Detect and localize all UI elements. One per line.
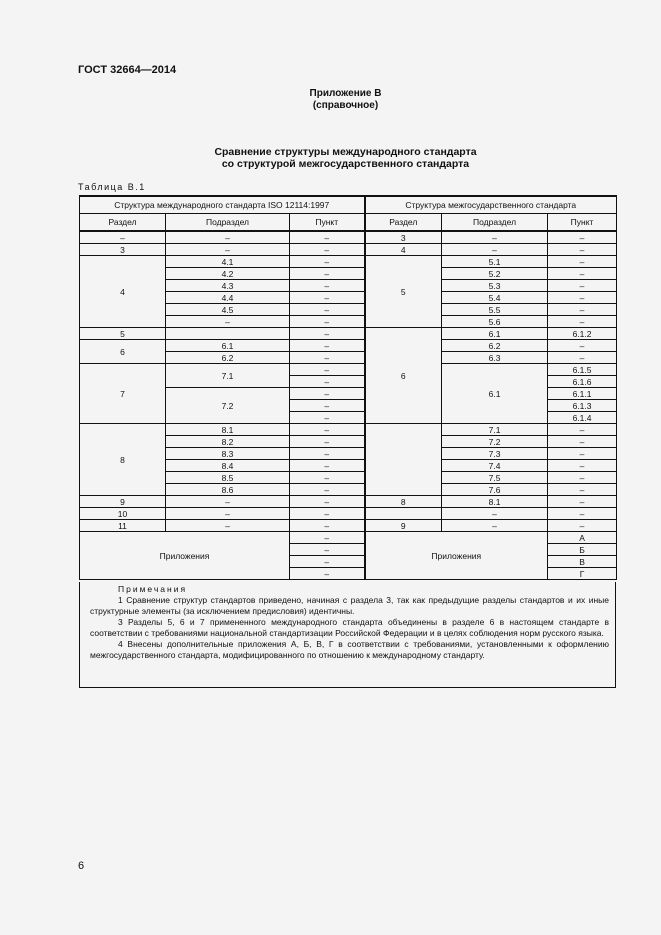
table-cell: 6.1.6 — [548, 376, 617, 388]
table-cell: – — [290, 292, 365, 304]
table-cell: 4 — [80, 256, 166, 328]
table-cell: – — [166, 520, 290, 532]
table-cell: – — [548, 304, 617, 316]
table-row — [80, 520, 617, 532]
table-cell: – — [166, 316, 290, 328]
table-cell: – — [290, 508, 365, 520]
table-cell: 6.1.4 — [548, 412, 617, 424]
table-cell: – — [290, 352, 365, 364]
table-cell: 8.3 — [166, 448, 290, 460]
table-cell — [365, 424, 442, 496]
table-cell: – — [290, 520, 365, 532]
table-cell: 4 — [365, 244, 442, 256]
table-row — [80, 340, 617, 352]
table-row — [80, 231, 617, 244]
table-cell: 7.1 — [166, 364, 290, 388]
table-cell: Г — [548, 568, 617, 580]
table-row — [80, 256, 617, 268]
table-cell: – — [442, 508, 548, 520]
table-cell: – — [548, 352, 617, 364]
table-cell: 6.2 — [442, 340, 548, 352]
table-cell: 6.1.3 — [548, 400, 617, 412]
table-cell: – — [290, 448, 365, 460]
structure-comparison-table — [79, 195, 617, 580]
table-cell: 8.6 — [166, 484, 290, 496]
table-cell: – — [290, 412, 365, 424]
table-cell: 5.5 — [442, 304, 548, 316]
table-cell: – — [290, 568, 365, 580]
table-cell: Б — [548, 544, 617, 556]
table-cell: – — [548, 508, 617, 520]
table-cell: 10 — [80, 508, 166, 520]
notes-heading: Примечания — [118, 584, 188, 594]
standard-designation: ГОСТ 32664—2014 — [78, 64, 177, 76]
table-cell: – — [548, 231, 617, 244]
table-cell: – — [290, 280, 365, 292]
table-cell: – — [548, 484, 617, 496]
table-cell: 5.6 — [442, 316, 548, 328]
table-row — [80, 496, 617, 508]
table-cell: – — [290, 544, 365, 556]
table-cell: – — [290, 424, 365, 436]
table-cell: – — [548, 256, 617, 268]
annex-subtitle: (справочное) — [312, 100, 379, 111]
table-cell: – — [290, 472, 365, 484]
table-cell: – — [442, 520, 548, 532]
table-cell — [166, 328, 290, 340]
table-cell: – — [548, 424, 617, 436]
table-cell: – — [548, 340, 617, 352]
table-cell: 8 — [80, 424, 166, 496]
table-cell: 6.1 — [166, 340, 290, 352]
annex-heading — [0, 88, 661, 112]
table-cell: – — [290, 304, 365, 316]
table-notes — [79, 582, 616, 688]
table-cell: – — [166, 508, 290, 520]
col-header-item: Пункт — [548, 214, 617, 232]
table-row — [80, 364, 617, 376]
table-cell: 5.3 — [442, 280, 548, 292]
table-cell: – — [548, 448, 617, 460]
table-row — [80, 508, 617, 520]
group-header-interstate: Структура межгосударственного стандарта — [365, 196, 617, 214]
table-cell: – — [290, 340, 365, 352]
group-header-international: Структура международного стандарта ISO 12114:1997 — [80, 196, 365, 214]
table-cell: 5 — [80, 328, 166, 340]
table-cell: 11 — [80, 520, 166, 532]
table-cell: – — [548, 280, 617, 292]
table-cell: – — [166, 231, 290, 244]
table-cell: 7.3 — [442, 448, 548, 460]
table-cell: 7.2 — [442, 436, 548, 448]
table-cell: 4.3 — [166, 280, 290, 292]
table-cell: В — [548, 556, 617, 568]
table-cell: – — [80, 231, 166, 244]
table-cell: 6.2 — [166, 352, 290, 364]
table-cell: 6.1.1 — [548, 388, 617, 400]
table-row — [80, 424, 617, 436]
table-cell: – — [290, 231, 365, 244]
col-header-section: Раздел — [80, 214, 166, 232]
table-cell: 6.1 — [442, 328, 548, 340]
table-cell: 7.4 — [442, 460, 548, 472]
annexes-label-left: Приложения — [80, 532, 290, 580]
table-cell: 8 — [365, 496, 442, 508]
table-cell — [365, 508, 442, 520]
table-cell: – — [290, 496, 365, 508]
table-cell: – — [290, 316, 365, 328]
table-cell: – — [290, 556, 365, 568]
table-group-header-row — [80, 196, 617, 214]
title-line-1: Сравнение структуры международного стандарта — [214, 146, 477, 158]
table-cell: – — [548, 460, 617, 472]
table-cell: 4.5 — [166, 304, 290, 316]
table-row — [80, 328, 617, 340]
table-row — [80, 244, 617, 256]
note-1: 1 Сравнение структур стандартов приведено, начиная с раздела 3, так как предыдущие разделы стандартов и их иные структурные элементы (за исключением предисловия) идентичны. — [90, 595, 609, 616]
table-cell: – — [548, 292, 617, 304]
table-cell: 8.5 — [166, 472, 290, 484]
table-cell: 7.2 — [166, 388, 290, 424]
table-cell: – — [442, 231, 548, 244]
table-cell: – — [548, 472, 617, 484]
table-cell: 6 — [365, 328, 442, 424]
table-cell: – — [290, 244, 365, 256]
table-cell: – — [290, 364, 365, 376]
table-cell: 6 — [80, 340, 166, 364]
table-cell: 8.4 — [166, 460, 290, 472]
table-cell: 8.1 — [442, 496, 548, 508]
col-header-subsection: Подраздел — [166, 214, 290, 232]
table-cell: – — [166, 244, 290, 256]
table-cell: – — [290, 460, 365, 472]
table-cell: – — [548, 268, 617, 280]
table-cell: 4.1 — [166, 256, 290, 268]
table-cell: – — [290, 436, 365, 448]
table-cell: – — [290, 532, 365, 544]
note-4: 4 Внесены дополнительные приложения А, Б, В, Г в соответствии с требованиями, установленными к оформлению межгосударственного стандарта, модифицированного по отношению к международному стандарту. — [90, 639, 609, 660]
table-cell: – — [548, 436, 617, 448]
table-cell: 5 — [365, 256, 442, 328]
page-number: 6 — [78, 860, 85, 872]
table-cell: 8.2 — [166, 436, 290, 448]
table-cell: 7.5 — [442, 472, 548, 484]
col-header-section: Раздел — [365, 214, 442, 232]
table-cell: 5.1 — [442, 256, 548, 268]
table-cell: 6.1.5 — [548, 364, 617, 376]
title-line-2: со структурой межгосударственного стандарта — [221, 158, 470, 170]
table-cell: 7.1 — [442, 424, 548, 436]
table-cell: – — [290, 400, 365, 412]
table-cell: – — [442, 244, 548, 256]
table-cell: – — [290, 256, 365, 268]
table-cell: А — [548, 532, 617, 544]
table-cell: 3 — [365, 231, 442, 244]
table-cell: – — [290, 376, 365, 388]
table-cell: 7.6 — [442, 484, 548, 496]
col-header-item: Пункт — [290, 214, 365, 232]
table-cell: 7 — [80, 364, 166, 424]
table-cell: 6.1 — [442, 364, 548, 424]
table-cell: – — [166, 496, 290, 508]
table-cell: 9 — [80, 496, 166, 508]
annex-title: Приложение В — [309, 88, 382, 99]
table-cell: – — [290, 268, 365, 280]
note-3: 3 Разделы 5, 6 и 7 примененного международного стандарта объединены в разделе 6 в настоящем стандарте в соответствии с требованиями национальной стандартизации Российской Федерации и в целях соблюдения норм русского языка. — [90, 617, 609, 638]
table-cell: 9 — [365, 520, 442, 532]
table-cell: – — [548, 316, 617, 328]
table-column-header-row — [80, 214, 617, 232]
table-row — [80, 532, 617, 544]
table-cell: – — [548, 244, 617, 256]
table-label: Таблица В.1 — [78, 182, 146, 192]
annexes-label-right: Приложения — [365, 532, 548, 580]
table-cell: – — [548, 520, 617, 532]
table-cell: 4.2 — [166, 268, 290, 280]
table-cell: – — [548, 496, 617, 508]
table-cell: 8.1 — [166, 424, 290, 436]
table-cell: – — [290, 388, 365, 400]
table-cell: – — [290, 328, 365, 340]
table-cell: 6.3 — [442, 352, 548, 364]
table-cell: 5.4 — [442, 292, 548, 304]
table-cell: 3 — [80, 244, 166, 256]
col-header-subsection: Подраздел — [442, 214, 548, 232]
annex-main-title — [0, 146, 661, 170]
table-cell: 4.4 — [166, 292, 290, 304]
table-cell: 6.1.2 — [548, 328, 617, 340]
table-cell: – — [290, 484, 365, 496]
table-cell: 5.2 — [442, 268, 548, 280]
